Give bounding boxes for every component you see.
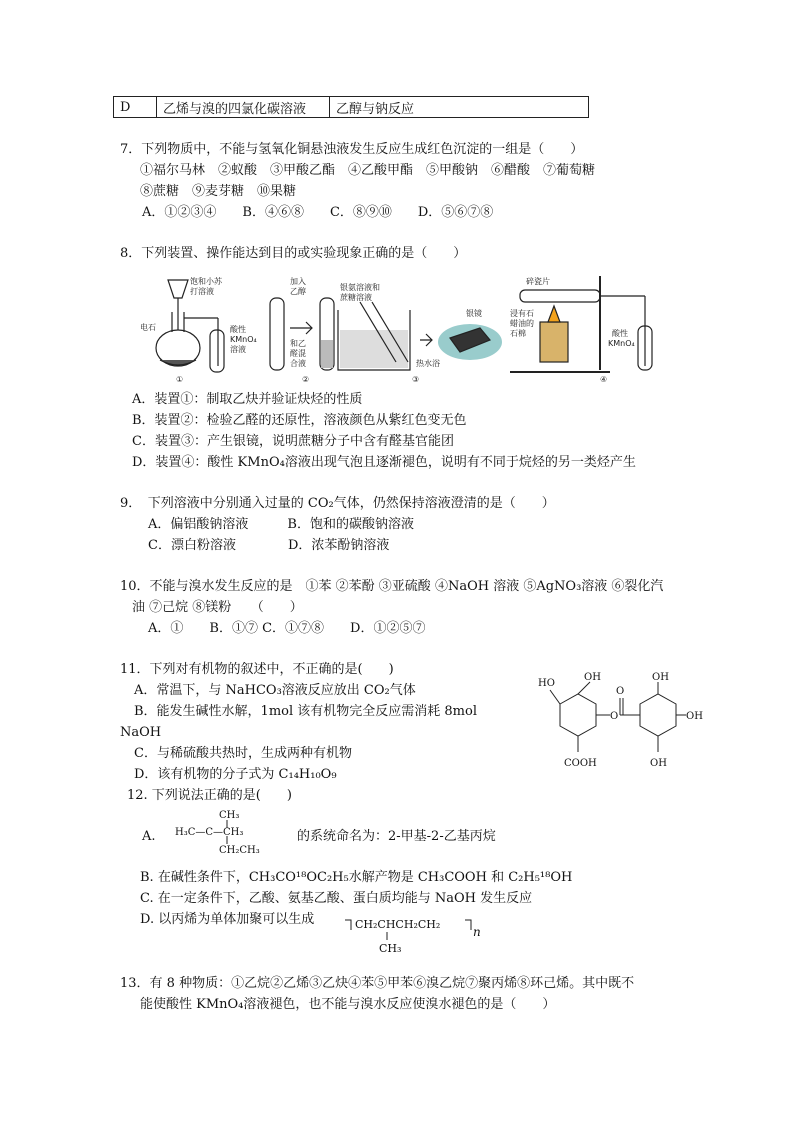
q9-options-row1: A．偏铝酸钠溶液 B．饱和的碳酸钠溶液	[148, 517, 414, 532]
q8-apparatus-figure	[140, 270, 660, 385]
label-kmno4-2: KMnO₄	[608, 339, 635, 348]
q12-option-d: D. 以丙烯为单体加聚可以生成	[140, 912, 315, 927]
q11-option-b-line1: B．能发生碱性水解，1mol 该有机物完全反应需消耗 8mol	[134, 704, 477, 719]
label-num-3: ③	[412, 375, 420, 384]
q10-stem-line2: 油 ⑦己烷 ⑧镁粉 （ ）	[132, 600, 303, 615]
label-mixed: 醛混	[290, 349, 306, 358]
q7-stem: 7．下列物质中，不能与氢氧化铜悬浊液发生反应生成红色沉淀的一组是（ ）	[120, 142, 584, 157]
q11-option-c: C．与稀硫酸共热时，生成两种有机物	[134, 746, 352, 761]
table-cell-reagent: 乙烯与溴的四氯化碳溶液	[157, 97, 330, 118]
q9-stem: 9． 下列溶液中分别通入过量的 CO₂气体，仍然保持溶液澄清的是（ ）	[120, 496, 555, 511]
q7-options: A．①②③④ B．④⑥⑧ C．⑧⑨⑩ D．⑤⑥⑦⑧	[142, 205, 494, 220]
q11-option-b-line2: NaOH	[120, 725, 162, 740]
struct-ho-left: HO	[538, 678, 555, 689]
struct-d-n: n	[473, 925, 481, 939]
label-mixture: 合液	[290, 359, 306, 368]
struct-oh-top-right: OH	[652, 672, 669, 683]
label-sucrose: 蔗糖溶液	[340, 293, 372, 302]
q11-stem: 11．下列对有机物的叙述中，不正确的是( )	[120, 662, 394, 677]
q11-option-d: D．该有机物的分子式为 C₁₄H₁₀O₉	[134, 767, 337, 782]
q7-items-line2: ⑧蔗糖 ⑨麦芽糖 ⑩果糖	[140, 184, 297, 199]
table-row	[114, 97, 589, 118]
label-porcelain-chips: 碎瓷片	[526, 277, 550, 286]
q12-option-b: B. 在碱性条件下，CH₃CO¹⁸OC₂H₅水解产物是 CH₃COOH 和 C₂H₅¹⁸OH	[140, 870, 573, 885]
q12-option-a-text: 的系统命名为：2-甲基-2-乙基丙烷	[297, 829, 496, 844]
q12-stem: 12. 下列说法正确的是( )	[127, 788, 292, 803]
struct-carbonyl-o: O	[616, 686, 625, 697]
struct-a-top: CH₃	[219, 810, 240, 821]
q10-stem-line1: 10．不能与溴水发生反应的是 ①苯 ②苯酚 ③亚硫酸 ④NaOH 溶液 ⑤AgNO₃溶液 ⑥裂化汽	[120, 579, 664, 594]
label-silver-ammonia: 银氨溶液和	[340, 283, 380, 292]
struct-a-mid: H₃C—C—CH₃	[175, 827, 244, 838]
label-num-4: ④	[600, 375, 608, 384]
q11-option-a: A．常温下，与 NaHCO₃溶液反应放出 CO₂气体	[134, 683, 416, 698]
q13-stem-line1: 13．有 8 种物质：①乙烷②乙烯③乙炔④苯⑤甲苯⑥溴乙烷⑦聚丙烯⑧环己烯。其中既不	[120, 976, 635, 991]
label-ethanol: 乙醇	[290, 287, 306, 296]
label-num-2: ②	[302, 375, 310, 384]
options-table	[113, 96, 589, 118]
label-kmno4-1: KMnO₄	[230, 335, 257, 344]
label-silver-mirror: 银镜	[466, 309, 482, 318]
q12-option-c: C. 在一定条件下，乙酸、氨基乙酸、蛋白质均能与 NaOH 发生反应	[140, 891, 533, 906]
q12-option-a-label: A.	[142, 829, 156, 844]
label-num-1: ①	[176, 375, 184, 384]
struct-oh-bottom-right: OH	[650, 758, 667, 769]
label-add: 加入	[290, 277, 306, 286]
label-and: 和乙	[290, 339, 306, 348]
q12-a-structure	[175, 808, 285, 856]
struct-cooh: COOH	[564, 758, 597, 769]
q7-items-line1: ①福尔马林 ②蚁酸 ③甲酸乙酯 ④乙酸甲酯 ⑤甲酸钠 ⑥醋酸 ⑦葡萄糖	[140, 163, 596, 178]
label-asbestos: 石棉	[510, 329, 526, 338]
struct-oh-right: OH	[686, 711, 703, 722]
q8-option-d: D．装置④：酸性 KMnO₄溶液出现气泡且逐渐褪色，说明有不同于烷烃的另一类烃产生	[132, 455, 636, 470]
struct-oh-top-left: OH	[584, 672, 601, 683]
label-hot-water-bath: 热水浴	[416, 359, 440, 368]
label-calcium-carbide: 电石	[140, 323, 156, 332]
label-solution: 溶液	[230, 345, 246, 354]
q8-option-b: B．装置②：检验乙醛的还原性，溶液颜色从紫红色变无色	[132, 413, 467, 428]
label-paraffin: 蜡油的	[510, 319, 534, 328]
table-cell-reaction: 乙醇与钠反应	[330, 97, 589, 118]
struct-ester-o: O	[610, 711, 619, 722]
q9-options-row2: C．漂白粉溶液 D．浓苯酚钠溶液	[148, 538, 390, 553]
table-cell-letter: D	[114, 97, 157, 118]
struct-d-chain: CH₂CHCH₂CH₂	[355, 918, 441, 931]
q8-option-a: A．装置①：制取乙炔并验证炔烃的性质	[132, 392, 363, 407]
struct-a-bottom: CH₂CH₃	[219, 845, 260, 856]
q11-structure-figure	[530, 668, 703, 780]
q12-d-polymer-structure	[345, 910, 485, 958]
struct-d-branch: CH₃	[379, 942, 402, 955]
label-saturated-soda: 饱和小苏	[190, 277, 222, 286]
label-acidic: 酸性	[230, 325, 246, 334]
q13-stem-line2: 能使酸性 KMnO₄溶液褪色，也不能与溴水反应使溴水褪色的是（ ）	[140, 997, 556, 1012]
q10-options: A．① B．①⑦ C．①⑦⑧ D．①②⑤⑦	[148, 621, 426, 636]
q8-option-c: C．装置③：产生银镜，说明蔗糖分子中含有醛基官能团	[132, 434, 454, 449]
label-soaked: 浸有石	[510, 309, 534, 318]
label-soda-solution: 打溶液	[190, 287, 214, 296]
q8-stem: 8．下列装置、操作能达到目的或实验现象正确的是（ ）	[120, 246, 467, 261]
label-acidic-2: 酸性	[612, 329, 628, 338]
